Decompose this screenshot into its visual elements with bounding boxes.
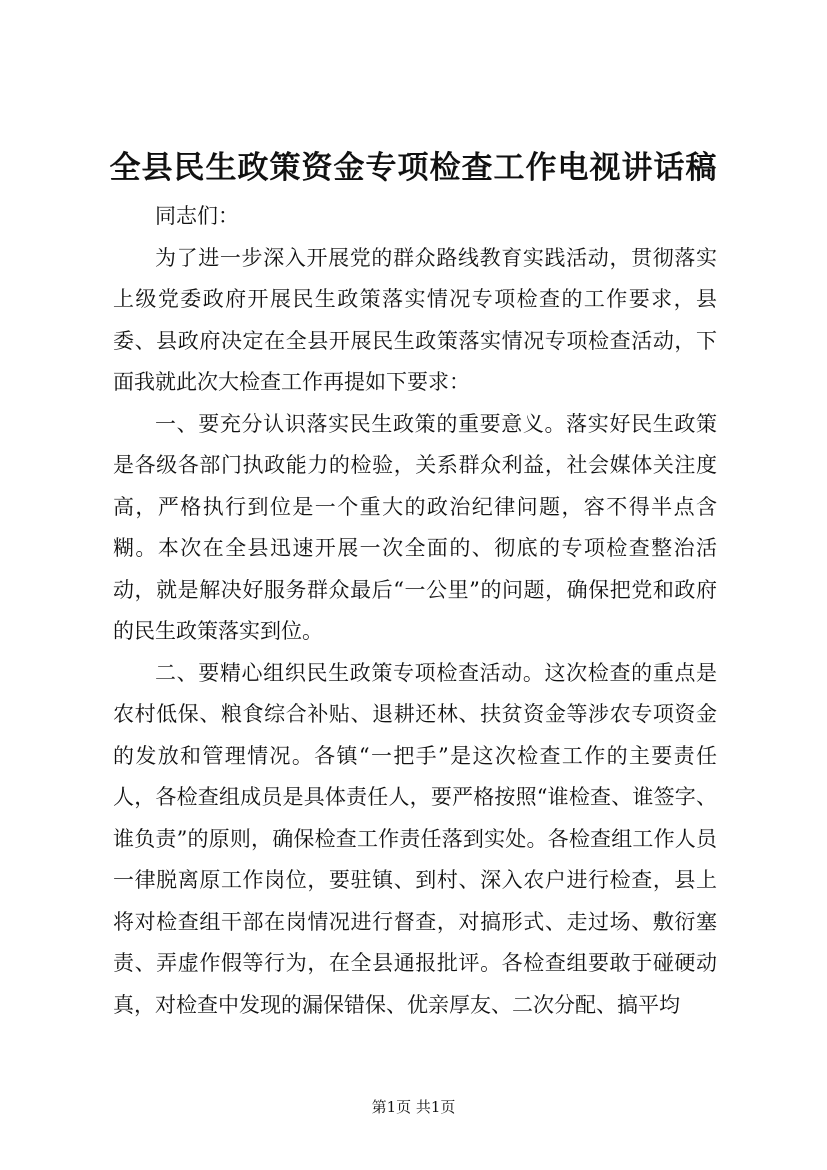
paragraph-intro: 为了进一步深入开展党的群众路线教育实践活动，贯彻落实上级党委政府开展民生政策落实情况专项检查的工作要求，县委、县政府决定在全县开展民生政策落实情况专项检查活动，下面我就此次大检查工作再提如下要求： [113,245,717,394]
document-title: 全县民生政策资金专项检查工作电视讲话稿 [109,150,718,186]
document-body [113,196,717,1026]
paragraph-section-one: 一、要充分认识落实民生政策的重要意义。落实好民生政策是各级各部门执政能力的检验，关系群众利益，社会媒体关注度高，严格执行到位是一个重大的政治纪律问题，容不得半点含糊。本次在全县迅速开展一次全面的、彻底的专项检查整治活动，就是解决好服务群众最后“一公里”的问题，确保把党和政府的民生政策落实到位。 [113,411,717,643]
salutation: 同志们： [155,204,239,228]
page-footer: 第1页 共1页 [371,1098,456,1116]
paragraph-section-two: 二、要精心组织民生政策专项检查活动。这次检查的重点是农村低保、粮食综合补贴、退耕还林、扶贫资金等涉农专项资金的发放和管理情况。各镇“一把手”是这次检查工作的主要责任人，各检查组成员是具体责任人，要严格按照“谁检查、谁签字、谁负责”的原则，确保检查工作责任落到实处。各检查组工作人员一律脱离原工作岗位，要驻镇、到村、深入农户进行检查，县上将对检查组干部在岗情况进行督查，对搞形式、走过场、敷衍塞责、弄虚作假等行为，在全县通报批评。各检查组要敢于碰硬动真，对检查中发现的漏保错保、优亲厚友、二次分配、搞平均 [113,660,717,1017]
